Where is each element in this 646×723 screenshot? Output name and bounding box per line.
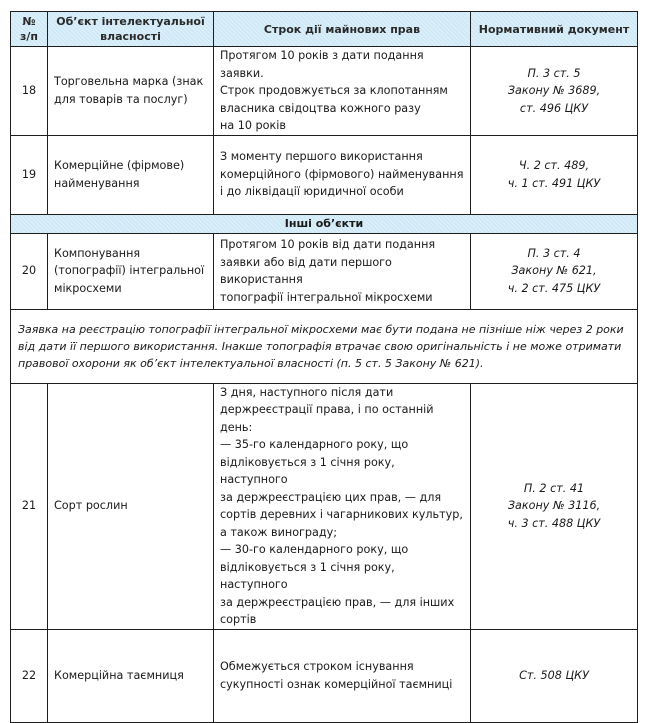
row-term: [214, 629, 471, 722]
term-line: власника свідоцтва кожного разу: [220, 101, 421, 115]
header-document: Нормативний документ: [471, 12, 638, 47]
term-line: сортів деревних і чагарникових культур,: [220, 508, 463, 521]
row-number: 18: [11, 47, 48, 136]
row-document: [471, 629, 638, 722]
row-object: Комерційна таємниця: [48, 629, 214, 722]
section-header-row: [11, 214, 638, 233]
document-line: Ст. 508 ЦКУ: [519, 668, 589, 682]
row-number: 19: [11, 135, 48, 214]
document-line: Ч. 2 ст. 489,: [518, 159, 590, 172]
note-row: [11, 309, 638, 383]
row-number: 20: [11, 233, 48, 309]
term-line: на 10 років: [220, 119, 286, 132]
row-term: [214, 233, 471, 309]
term-line: і до ліквідації юридичної особи: [220, 185, 404, 199]
term-line: відліковується з 1 січня року, наступного: [220, 455, 395, 486]
row-object: Сорт рослин: [48, 383, 214, 629]
term-line: Протягом 10 років з дати подання заявки.: [220, 49, 424, 80]
term-line: за держреєстрацією цих прав, — для: [220, 490, 442, 504]
term-line: сортів: [220, 613, 257, 626]
document-line: ст. 496 ЦКУ: [519, 101, 589, 115]
note-text: [11, 309, 638, 383]
row-document: [471, 47, 638, 136]
term-line: Строк продовжується за клопотанням: [220, 84, 448, 97]
note-line: Заявка на реєстрацію топографії інтегральної мікросхеми має бути подана не пізніше ніж через 2 роки: [18, 322, 624, 336]
term-line: З моменту першого використання: [220, 150, 423, 164]
term-line: а також винограду;: [220, 525, 338, 539]
section-title: Інші об’єкти: [11, 214, 638, 233]
term-line: Обмежується строком існування: [220, 660, 414, 673]
row-document: [471, 135, 638, 214]
row-object: Комерційне (фірмове) найменування: [48, 135, 214, 214]
header-object: Об’єкт інтелектуальної власності: [48, 12, 214, 47]
row-object: Компонування (топографії) інтегральної мікросхеми: [48, 233, 214, 309]
row-object: Торговельна марка (знак для товарів та послуг): [48, 47, 214, 136]
row-term: [214, 135, 471, 214]
table-row: [11, 383, 638, 629]
header-num-line1: №: [22, 15, 36, 28]
term-line: держреєстрації права, і по останній день:: [220, 403, 434, 434]
document-line: Закону № 621,: [511, 264, 597, 278]
term-line: З дня, наступного після дати: [220, 385, 394, 399]
document-line: Закону № 3116,: [507, 499, 601, 513]
document-line: П. 3 ст. 5: [527, 66, 581, 80]
row-term: [214, 383, 471, 629]
term-line: за держреєстрацією прав, — для інших: [220, 595, 455, 609]
note-line: від дати її першого використання. Інакше топографія втрачає свою оригінальність і не може отримати: [18, 339, 622, 353]
document-line: ч. 1 ст. 491 ЦКУ: [507, 176, 601, 190]
ip-rights-table: [10, 11, 638, 723]
term-line: — 30-го календарного року, що: [220, 543, 409, 556]
row-document: [471, 233, 638, 309]
document-line: П. 2 ст. 41: [523, 481, 585, 495]
row-number: 22: [11, 629, 48, 722]
row-number: 21: [11, 383, 48, 629]
document-line: Закону № 3689,: [507, 84, 601, 97]
table-row: [11, 47, 638, 136]
term-line: сукупності ознак комерційної таємниці: [220, 677, 453, 691]
table-header-row: [11, 12, 638, 47]
term-line: комерційного (фірмового) найменування: [220, 167, 464, 181]
row-term: [214, 47, 471, 136]
header-num-line2: з/п: [19, 30, 38, 43]
table-row: [11, 233, 638, 309]
document-line: ч. 3 ст. 488 ЦКУ: [507, 516, 601, 530]
term-line: топографії інтегральної мікросхеми: [220, 290, 433, 304]
term-line: заявки або від дати першого використання: [220, 255, 392, 286]
document-line: П. 3 ст. 4: [527, 246, 581, 260]
table-row: [11, 629, 638, 722]
note-line: правової охорони як об’єкт інтелектуальної власності (п. 5 ст. 5 Закону № 621).: [18, 356, 484, 370]
term-line: — 35-го календарного року, що: [220, 438, 409, 451]
header-term: Строк дії майнових прав: [214, 12, 471, 47]
header-num: [11, 12, 48, 47]
document-line: ч. 2 ст. 475 ЦКУ: [507, 281, 601, 295]
table-row: [11, 135, 638, 214]
row-document: [471, 383, 638, 629]
term-line: відліковується з 1 січня року, наступного: [220, 560, 395, 591]
term-line: Протягом 10 років від дати подання: [220, 238, 436, 251]
